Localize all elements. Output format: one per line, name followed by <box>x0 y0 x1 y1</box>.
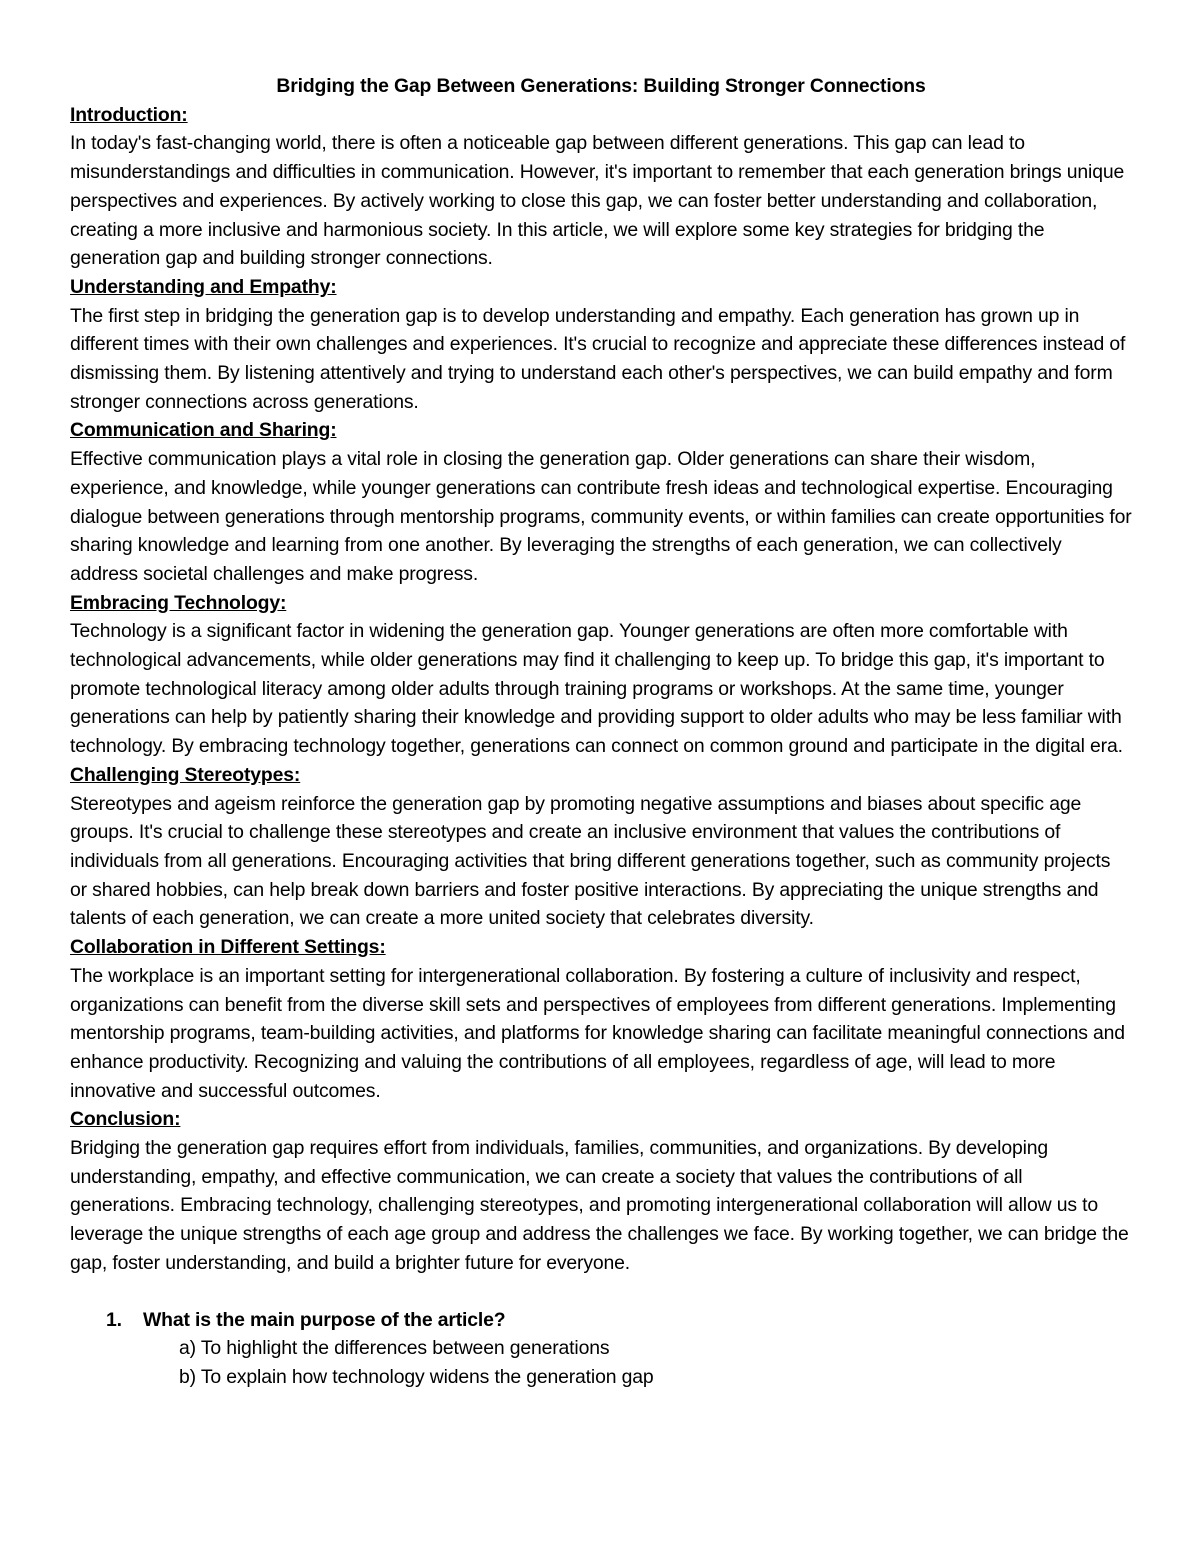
section-collaboration-settings <box>70 933 1132 1105</box>
section-body: The first step in bridging the generation gap is to develop understanding and empathy. Each generation has grown up in different times with their own challenges and experiences. It's crucial to recognize and appreciate these differences instead of dismissing them. By listening attentively and trying to understand each other's perspectives, we can build empathy and form stronger connections across generations. <box>70 304 1126 413</box>
question-item <box>106 1306 1132 1335</box>
section-heading: Conclusion: <box>70 1108 181 1131</box>
section-body: The workplace is an important setting for intergenerational collaboration. By fostering a culture of inclusivity and respect, organizations can benefit from the diverse skill sets and perspectives of employees from different generations. Implementing mentorship programs, team-building activities, and platforms for knowledge sharing can facilitate meaningful connections and enhance productivity. Recognizing and valuing the contributions of all employees, regardless of age, will lead to more innovative and successful outcomes. <box>70 964 1125 1102</box>
section-body: Effective communication plays a vital role in closing the generation gap. Older generations can share their wisdom, experience, and knowledge, while younger generations can contribute fresh ideas and technological expertise. Encouraging dialogue between generations through mentorship programs, community events, or within families can create opportunities for sharing knowledge and learning from one another. By leveraging the strengths of each generation, we can collectively address societal challenges and make progress. <box>70 448 1132 585</box>
section-communication-sharing <box>70 416 1132 588</box>
section-introduction <box>70 101 1132 273</box>
section-challenging-stereotypes <box>70 761 1132 933</box>
section-body: Stereotypes and ageism reinforce the generation gap by promoting negative assumptions and biases about specific age groups. It's crucial to challenge these stereotypes and create an inclusive environment that values the contributions of individuals from all generations. Encouraging activities that bring different generations together, such as community projects or shared hobbies, can help break down barriers and foster positive interactions. By appreciating the unique strengths and talents of each generation, we can create a more united society that celebrates diversity. <box>70 792 1111 930</box>
document-title: Bridging the Gap Between Generations: Building Stronger Connections <box>276 75 926 97</box>
section-heading: Challenging Stereotypes: <box>70 763 301 786</box>
answer-option: a) To highlight the differences between generations <box>179 1337 610 1360</box>
section-heading: Understanding and Empathy: <box>70 275 337 298</box>
question-number: 1. <box>106 1308 122 1331</box>
section-heading: Introduction: <box>70 103 188 126</box>
section-body: Technology is a significant factor in widening the generation gap. Younger generations are often more comfortable with technological advancements, while older generations may find it challenging to keep up. To bridge this gap, it's important to promote technological literacy among older adults through training programs or workshops. At the same time, younger generations can help by patiently sharing their knowledge and providing support to older adults who may be less familiar with technology. By embracing technology together, generations can connect on common ground and participate in the digital era. <box>70 620 1123 758</box>
section-conclusion <box>70 1105 1132 1277</box>
section-heading: Communication and Sharing: <box>70 419 337 442</box>
section-understanding-empathy <box>70 273 1132 417</box>
section-body: In today's fast-changing world, there is often a noticeable gap between different generations. This gap can lead to misunderstandings and difficulties in communication. However, it's important to remember that each generation brings unique perspectives and experiences. By actively working to close this gap, we can foster better understanding and collaboration, creating a more inclusive and harmonious society. In this article, we will explore some key strategies for bridging the generation gap and building stronger connections. <box>70 132 1125 270</box>
question-text: What is the main purpose of the article? <box>143 1308 506 1331</box>
answer-option: b) To explain how technology widens the generation gap <box>179 1365 654 1388</box>
section-heading: Embracing Technology: <box>70 591 287 614</box>
section-heading: Collaboration in Different Settings: <box>70 936 386 959</box>
question-list <box>70 1306 1132 1392</box>
document-page <box>70 72 1132 1392</box>
section-embracing-technology <box>70 589 1132 761</box>
section-body: Bridging the generation gap requires effort from individuals, families, communities, and organizations. By developing understanding, empathy, and effective communication, we can create a society that values the contributions of all generations. Embracing technology, challenging stereotypes, and promoting intergenerational collaboration will allow us to leverage the unique strengths of each age group and address the challenges we face. By working together, we can bridge the gap, foster understanding, and build a brighter future for everyone. <box>70 1137 1129 1274</box>
